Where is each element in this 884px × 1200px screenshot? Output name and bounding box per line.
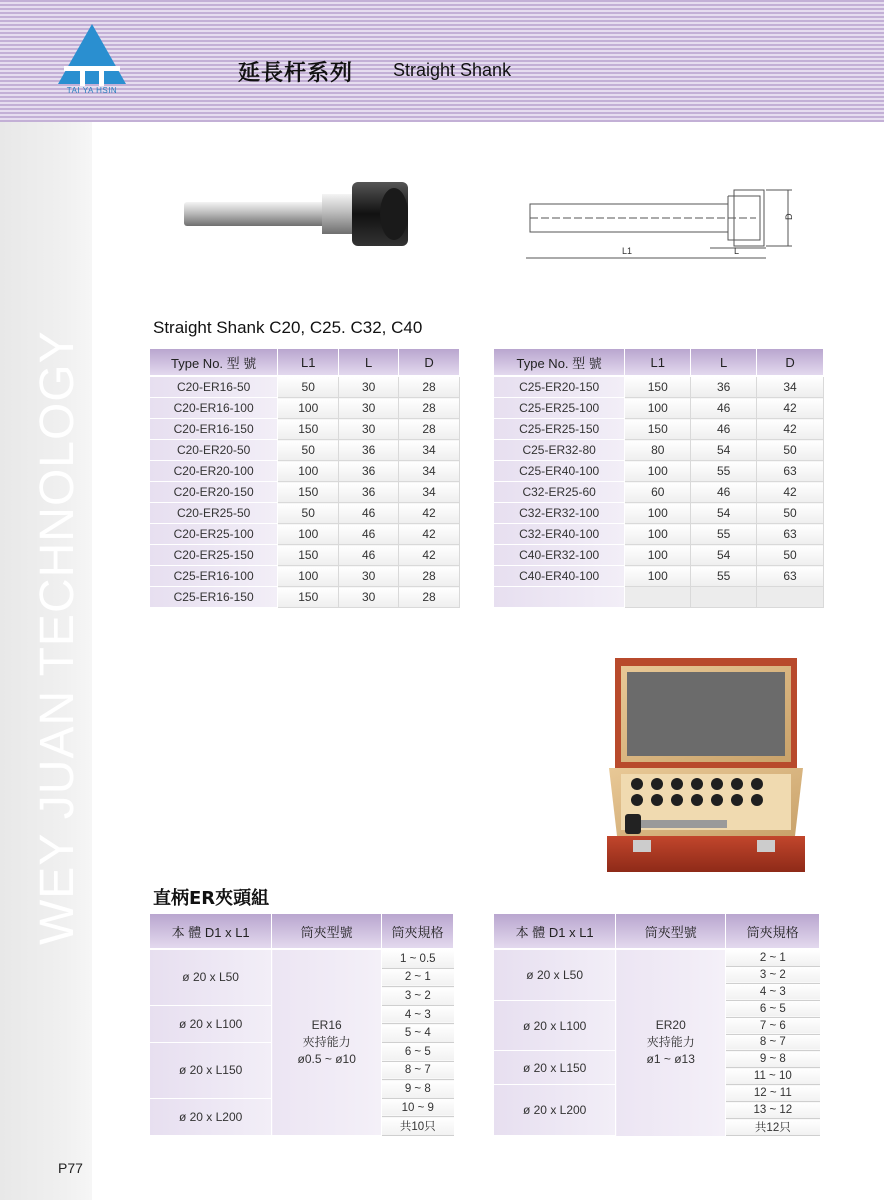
collet-type-cell: [272, 949, 382, 1135]
d-cell: [757, 587, 824, 608]
type-no-cell: C32-ER40-100: [494, 524, 625, 545]
l1-cell: 100: [278, 566, 339, 587]
col-header-d: D: [757, 349, 824, 376]
type-no-cell: C20-ER16-50: [150, 376, 278, 398]
l-cell: 54: [691, 440, 757, 461]
l1-cell: 100: [625, 461, 691, 482]
collet-size-cell: 13 ~ 12: [726, 1102, 820, 1119]
er-set-table-left: [150, 914, 454, 1136]
table-row: [150, 376, 460, 398]
d-cell: 28: [399, 419, 460, 440]
col-header-body: 本 體 D1 x L1: [150, 914, 272, 949]
col-header-body: 本 體 D1 x L1: [494, 914, 616, 949]
l1-cell: 150: [278, 545, 339, 566]
type-no-cell: C25-ER25-100: [494, 398, 625, 419]
d-cell: 28: [399, 587, 460, 608]
type-no-cell: C20-ER20-100: [150, 461, 278, 482]
l1-cell: 50: [278, 376, 339, 398]
collet-type-line: 夾持能力: [646, 1035, 695, 1050]
table-row: [494, 376, 824, 398]
l1-cell: 60: [625, 482, 691, 503]
table-row: [150, 482, 460, 503]
collet-size-cell: 9 ~ 8: [382, 1080, 454, 1099]
type-no-cell: C20-ER25-100: [150, 524, 278, 545]
dim-d-label: D: [784, 213, 794, 220]
type-no-cell: C20-ER16-150: [150, 419, 278, 440]
collet-type-line: ø0.5 ~ ø10: [297, 1052, 356, 1067]
collet-size-cell: 4 ~ 3: [382, 1005, 454, 1024]
type-no-cell: C40-ER40-100: [494, 566, 625, 587]
table-row: [494, 461, 824, 482]
col-header-d: D: [399, 349, 460, 376]
d-cell: 42: [757, 419, 824, 440]
collet-size-cell: 1 ~ 0.5: [382, 949, 454, 968]
collet-size-cell: 共12只: [726, 1119, 820, 1136]
type-no-cell: C32-ER25-60: [494, 482, 625, 503]
col-header-collet-spec: 筒夾規格: [382, 914, 454, 949]
section-title-straight-shank: Straight Shank C20, C25. C32, C40: [153, 318, 423, 337]
type-no-cell: C20-ER25-50: [150, 503, 278, 524]
d-cell: 28: [399, 376, 460, 398]
page-title-cn: 延長杆系列: [238, 61, 354, 86]
l-cell: 36: [691, 376, 757, 398]
l-cell: 30: [339, 376, 399, 398]
collet-size-cell: 8 ~ 7: [382, 1061, 454, 1080]
l-cell: 46: [339, 524, 399, 545]
l-cell: 54: [691, 503, 757, 524]
table-row: [150, 419, 460, 440]
collet-size-cell: 7 ~ 6: [726, 1017, 820, 1034]
table-row: [494, 524, 824, 545]
l1-cell: 100: [625, 398, 691, 419]
l-cell: 55: [691, 461, 757, 482]
d-cell: 42: [399, 545, 460, 566]
d-cell: 50: [757, 503, 824, 524]
l-cell: 55: [691, 566, 757, 587]
dimension-drawing: [526, 186, 798, 264]
d-cell: 34: [399, 461, 460, 482]
er-collet-set-box-photo: [607, 656, 805, 874]
d-cell: 50: [757, 545, 824, 566]
table-row: [150, 461, 460, 482]
type-no-cell: C20-ER20-150: [150, 482, 278, 503]
l-cell: 36: [339, 482, 399, 503]
table-row: [150, 398, 460, 419]
table-row: [494, 503, 824, 524]
dim-l1-label: L1: [622, 246, 633, 256]
l1-cell: 100: [625, 524, 691, 545]
l1-cell: 150: [278, 482, 339, 503]
l-cell: 36: [339, 440, 399, 461]
table-row: [494, 440, 824, 461]
body-size-cell: ø 20 x L100: [150, 1005, 272, 1042]
d-cell: 63: [757, 566, 824, 587]
l-cell: 30: [339, 566, 399, 587]
type-no-cell: C25-ER16-150: [150, 587, 278, 608]
body-size-cell: ø 20 x L200: [494, 1085, 616, 1136]
col-header-collet-type: 筒夾型號: [272, 914, 382, 949]
table-row: [494, 949, 820, 966]
table-row: [150, 524, 460, 545]
body-size-cell: ø 20 x L150: [494, 1051, 616, 1085]
l-cell: 36: [339, 461, 399, 482]
body-size-cell: ø 20 x L50: [494, 949, 616, 1000]
collet-size-cell: 11 ~ 10: [726, 1068, 820, 1085]
section-title-er-set: 直柄ER夾頭組: [153, 888, 270, 909]
collet-size-cell: 2 ~ 1: [382, 968, 454, 987]
col-header-type: Type No. 型 號: [150, 349, 278, 376]
l1-cell: 50: [278, 503, 339, 524]
body-size-cell: ø 20 x L100: [494, 1000, 616, 1051]
l-cell: 46: [691, 419, 757, 440]
dim-l-label: L: [734, 246, 740, 256]
d-cell: 42: [399, 503, 460, 524]
d-cell: 34: [399, 440, 460, 461]
l-cell: 55: [691, 524, 757, 545]
l1-cell: 100: [278, 398, 339, 419]
collet-type-cell: [616, 949, 726, 1136]
l1-cell: 150: [625, 419, 691, 440]
l-cell: 30: [339, 587, 399, 608]
collet-size-cell: 共10只: [382, 1117, 454, 1136]
d-cell: 28: [399, 398, 460, 419]
l1-cell: 150: [625, 376, 691, 398]
table-row: [494, 587, 824, 608]
collet-size-cell: 8 ~ 7: [726, 1034, 820, 1051]
type-no-cell: C20-ER16-100: [150, 398, 278, 419]
col-header-l1: L1: [278, 349, 339, 376]
table-row: [494, 545, 824, 566]
table-row: [150, 440, 460, 461]
collet-type-line: 夾持能力: [302, 1035, 351, 1050]
page-number: P77: [58, 1160, 83, 1176]
body-size-cell: ø 20 x L50: [150, 949, 272, 1005]
col-header-type: Type No. 型 號: [494, 349, 625, 376]
type-no-cell: C25-ER32-80: [494, 440, 625, 461]
collet-type-line: ø1 ~ ø13: [646, 1052, 695, 1067]
l1-cell: 100: [625, 545, 691, 566]
type-no-cell: C25-ER40-100: [494, 461, 625, 482]
collet-type-line: ER16: [311, 1018, 342, 1033]
l-cell: 46: [691, 482, 757, 503]
collet-size-cell: 4 ~ 3: [726, 983, 820, 1000]
body-size-cell: ø 20 x L200: [150, 1098, 272, 1135]
collet-size-cell: 2 ~ 1: [726, 949, 820, 966]
l-cell: 30: [339, 419, 399, 440]
type-no-cell: C32-ER32-100: [494, 503, 625, 524]
collet-size-cell: 6 ~ 5: [382, 1042, 454, 1061]
table-row: [150, 503, 460, 524]
body-size-cell: ø 20 x L150: [150, 1042, 272, 1098]
l1-cell: [625, 587, 691, 608]
d-cell: 42: [757, 398, 824, 419]
d-cell: 42: [757, 482, 824, 503]
col-header-collet-type: 筒夾型號: [616, 914, 726, 949]
col-header-l1: L1: [625, 349, 691, 376]
type-no-cell: C25-ER16-100: [150, 566, 278, 587]
d-cell: 50: [757, 440, 824, 461]
l1-cell: 100: [625, 503, 691, 524]
l1-cell: 150: [278, 587, 339, 608]
spec-table-right: [494, 349, 824, 608]
table-row: [150, 949, 454, 968]
col-header-l: L: [691, 349, 757, 376]
table-row: [150, 587, 460, 608]
col-header-l: L: [339, 349, 399, 376]
table-row: [494, 398, 824, 419]
collet-size-cell: 5 ~ 4: [382, 1024, 454, 1043]
l1-cell: 100: [278, 461, 339, 482]
logo-text: TAI YA HSIN: [66, 86, 118, 95]
type-no-cell: [494, 587, 625, 608]
type-no-cell: C25-ER20-150: [494, 376, 625, 398]
collet-size-cell: 6 ~ 5: [726, 1000, 820, 1017]
table-row: [494, 566, 824, 587]
d-cell: 34: [399, 482, 460, 503]
page-title-en: Straight Shank: [393, 60, 512, 80]
d-cell: 34: [757, 376, 824, 398]
l-cell: 54: [691, 545, 757, 566]
collet-size-cell: 3 ~ 2: [382, 987, 454, 1006]
sidebar-brand-text: WEY JUAN TECHNOLOGY: [31, 330, 84, 945]
type-no-cell: C20-ER20-50: [150, 440, 278, 461]
er-set-table-right: [494, 914, 820, 1136]
l1-cell: 150: [278, 419, 339, 440]
collet-type-line: ER20: [655, 1018, 686, 1033]
type-no-cell: C20-ER25-150: [150, 545, 278, 566]
l1-cell: 100: [278, 524, 339, 545]
d-cell: 63: [757, 461, 824, 482]
type-no-cell: C40-ER32-100: [494, 545, 625, 566]
collet-size-cell: 10 ~ 9: [382, 1098, 454, 1117]
l-cell: 46: [339, 503, 399, 524]
collet-size-cell: 3 ~ 2: [726, 966, 820, 983]
d-cell: 28: [399, 566, 460, 587]
l-cell: [691, 587, 757, 608]
table-row: [150, 566, 460, 587]
l-cell: 46: [691, 398, 757, 419]
collet-size-cell: 9 ~ 8: [726, 1051, 820, 1068]
l-cell: 30: [339, 398, 399, 419]
straight-shank-photo: [182, 178, 414, 250]
table-row: [150, 545, 460, 566]
page-header: [0, 0, 884, 122]
spec-table-left: [150, 349, 460, 608]
l1-cell: 100: [625, 566, 691, 587]
d-cell: 42: [399, 524, 460, 545]
table-row: [494, 419, 824, 440]
l-cell: 46: [339, 545, 399, 566]
l1-cell: 50: [278, 440, 339, 461]
l1-cell: 80: [625, 440, 691, 461]
table-row: [494, 482, 824, 503]
d-cell: 63: [757, 524, 824, 545]
col-header-collet-spec: 筒夾規格: [726, 914, 820, 949]
type-no-cell: C25-ER25-150: [494, 419, 625, 440]
collet-size-cell: 12 ~ 11: [726, 1085, 820, 1102]
